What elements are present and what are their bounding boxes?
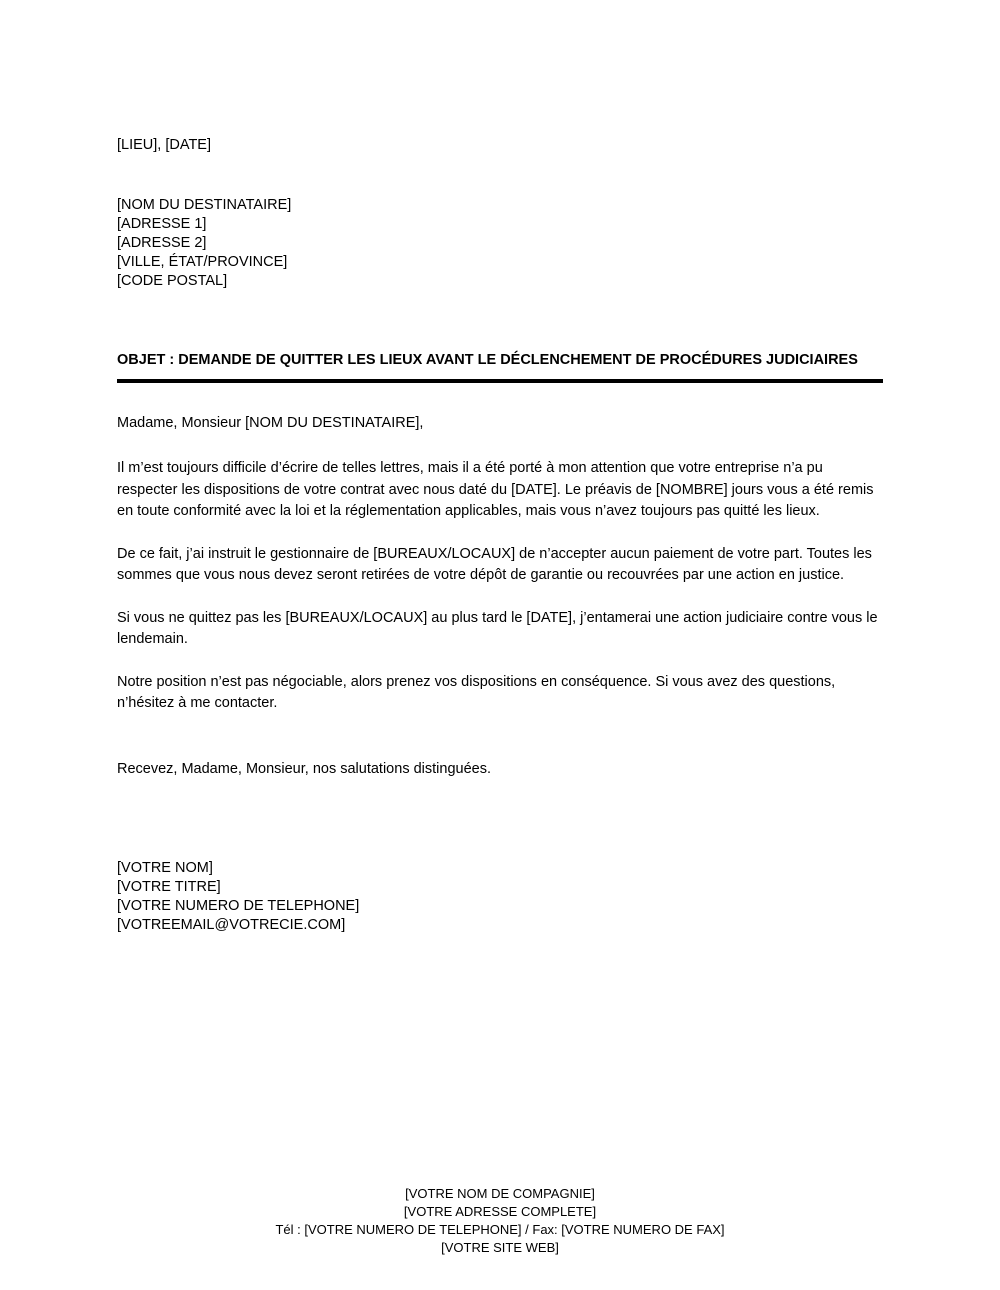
company-footer xyxy=(0,1185,1000,1257)
salutation: Madame, Monsieur [NOM DU DESTINATAIRE], xyxy=(117,415,424,431)
footer-phone-fax: Tél : [VOTRE NUMERO DE TELEPHONE] / Fax: [VOTRE NUMERO DE FAX] xyxy=(275,1222,725,1237)
recipient-address-block xyxy=(117,196,883,291)
footer-company-address: [VOTRE ADRESSE COMPLETE] xyxy=(403,1204,597,1219)
body-paragraph-1: Il m’est toujours difficile d’écrire de telles lettres, mais il a été porté à mon attention que votre entreprise n’a pu respecter les dispositions de votre contrat avec nous daté du [DATE]. Le préavis de [NOMBRE] jours vous a été remis en toute conformité avec la loi et la réglementation applicables, mais vous n’avez toujours pas quitté les lieux. xyxy=(117,460,874,519)
signature-email: [VOTREEMAIL@VOTRECIE.COM] xyxy=(117,916,346,933)
recipient-name: [NOM DU DESTINATAIRE] xyxy=(117,197,292,213)
subject-heading: OBJET : DEMANDE DE QUITTER LES LIEUX AVANT LE DÉCLENCHEMENT DE PROCÉDURES JUDICIAIRES xyxy=(117,351,883,383)
signature-phone: [VOTRE NUMERO DE TELEPHONE] xyxy=(117,897,360,914)
recipient-address-2: [ADRESSE 2] xyxy=(117,235,207,251)
body-paragraph-3: Si vous ne quittez pas les [BUREAUX/LOCAUX] au plus tard le [DATE], j’entamerai une action judiciaire contre vous le lendemain. xyxy=(117,609,878,647)
recipient-city-state: [VILLE, ÉTAT/PROVINCE] xyxy=(117,254,288,270)
signature-title: [VOTRE TITRE] xyxy=(117,878,221,895)
footer-company-name: [VOTRE NOM DE COMPAGNIE] xyxy=(405,1186,595,1201)
recipient-postal-code: [CODE POSTAL] xyxy=(117,273,228,289)
signature-block xyxy=(117,859,883,935)
footer-website: [VOTRE SITE WEB] xyxy=(441,1240,559,1255)
date-line: [LIEU], [DATE] xyxy=(117,137,212,153)
body-paragraph-2: De ce fait, j’ai instruit le gestionnaire de [BUREAUX/LOCAUX] de n’accepter aucun paiement de votre part. Toutes les sommes que vous nous devez seront retirées de votre dépôt de garantie ou recouvrées par une action en justice. xyxy=(117,545,872,583)
body-paragraph-4: Notre position n’est pas négociable, alors prenez vos dispositions en conséquence. Si vous avez des questions, n’hésitez à me contacter. xyxy=(117,673,836,711)
recipient-address-1: [ADRESSE 1] xyxy=(117,216,207,232)
signature-name: [VOTRE NOM] xyxy=(117,859,213,876)
closing-line: Recevez, Madame, Monsieur, nos salutations distinguées. xyxy=(117,760,491,777)
